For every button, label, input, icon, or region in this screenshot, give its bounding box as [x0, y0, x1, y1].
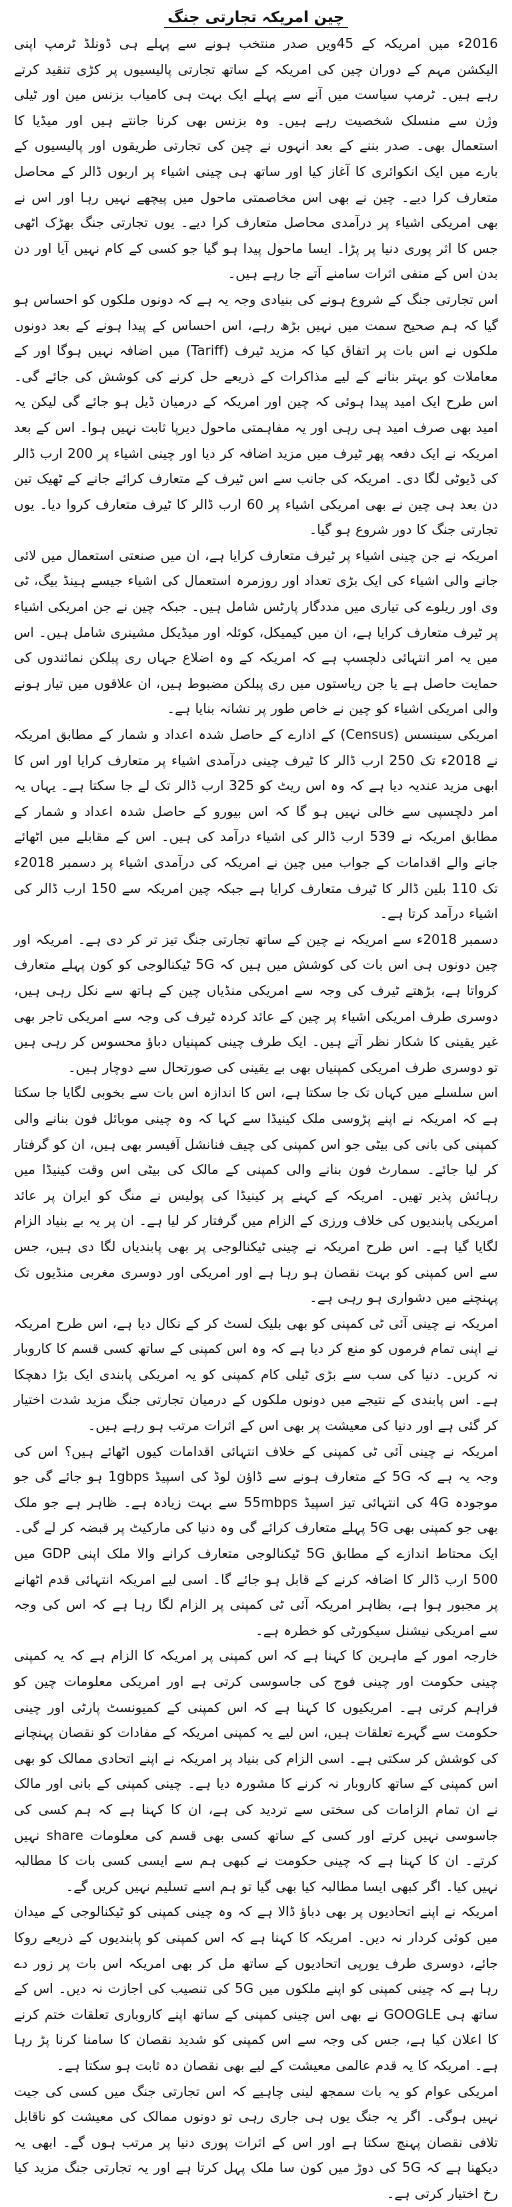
article-paragraph-4: امریکی سینسس (Census) کے ادارے کے حاصل شدہ اعداد و شمار کے مطابق امریکہ نے 2018ء تک 250 ارب ڈالر کا ٹیرف چینی درآمدی اشیاء پر متعارف کرایا اور اس کا ابھی مزید عندیہ دیا ہے کہ وہ اس ریٹ کو 325 ارب ڈالر تک لے جا سکتا ہے۔ یہاں یہ امر دلچسپی سے خالی نہیں ہو گا کہ اس بیورو کے حاصل شدہ اعداد و شمار کے مطابق امریکہ نے 539 ارب ڈالر کی اشیاء درآمد کی ہیں۔ اس کے مقابلے میں اٹھائے جانے والے اقدامات کے جواب میں چین نے امریکہ کی درآمدی اشیاء پر دسمبر 2018ء تک 110 بلین ڈالر کا ٹیرف متعارف کرایا ہے جبکہ چین امریکہ سے 150 ارب ڈالر کی اشیاء درآمد کرتا ہے۔	[14, 723, 498, 928]
article-title	[14, 6, 498, 28]
article-paragraph-2: اس تجارتی جنگ کے شروع ہونے کی بنیادی وجہ یہ ہے کہ دونوں ملکوں کو احساس ہو گیا کہ ہم صحیح سمت میں نہیں بڑھ رہے، اس احساس کے پیدا ہونے کے بعد دونوں ملکوں نے اس بات پر اتفاق کیا کہ مزید ٹیرف (Tariff) میں اضافہ نہیں ہوگا اور کے معاملات کو بہتر بنانے کے لیے مذاکرات کے ذریعے حل کرنے کی کوشش کی جائے گی۔ اس طرح ایک امید پیدا ہوئی کہ چین اور امریکہ کے درمیان ڈیل ہو جائے گی لیکن یہ امید بھی صرف امید ہی رہی اور یہ مفاہمتی ماحول دیرپا ثابت نہیں ہوا۔ اس کے بعد امریکہ نے ایک دفعہ پھر ٹیرف میں مزید اضافہ کر دیا اور چینی اشیاء پر 200 ارب ڈالر کی ڈیوٹی لگا دی۔ امریکہ کی جانب سے اس ٹیرف کے متعارف کرائے جانے کے ٹھیک تین دن بعد ہی چین نے بھی امریکی اشیاء پر 60 ارب ڈالر کا ٹیرف متعارف کروا دیا۔ یوں تجارتی جنگ کا دور شروع ہو گیا۔	[14, 288, 498, 544]
article-paragraph-6: اس سلسلے میں کہاں تک جا سکتا ہے، اس کا اندازہ اس بات سے بخوبی لگایا جا سکتا ہے کہ امریکہ نے اپنے پڑوسی ملک کینیڈا سے کہا کہ وہ چینی موبائل فون بنانے والی کمپنی کی بانی کی بیٹی جو اس کمپنی کی چیف فنانشل آفیسر بھی ہیں، ان کو گرفتار کر لیا جائے۔ سمارٹ فون بنانے والی کمپنی کے مالک کی بیٹی اس وقت کینیڈا میں رہائش پذیر تھیں۔ امریکہ کے کہنے پر کینیڈا کی پولیس نے منگ کو ایران پر عائد امریکی پابندیوں کی خلاف ورزی کے الزام میں گرفتار کر لیا ہے۔ ان پر یہ بے بنیاد الزام لگایا گیا ہے۔ اس طرح امریکہ نے چینی ٹیکنالوجی پر بھی پابندیاں لگا دی ہیں، جس سے اس کمپنی کو بہت نقصان ہو رہا ہے اور امریکی اور دوسری مغربی منڈیوں تک پہنچنے میں دشواری ہو رہی ہے۔	[14, 1081, 498, 1311]
article-paragraph-3: امریکہ نے جن چینی اشیاء پر ٹیرف متعارف کرایا ہے، ان میں صنعتی استعمال میں لائی جانے والی اشیاء کی ایک بڑی تعداد اور روزمرہ استعمال کی اشیاء جیسے ہینڈ بیگ، ٹی وی اور ریلوے کی تیاری میں مددگار پارٹس شامل ہیں۔ جبکہ چین نے جن امریکی اشیاء پر ٹیرف متعارف کرایا ہے، ان میں کیمیکل، کوئلہ اور میڈیکل مشینری شامل ہیں۔ اس میں یہ امر انتہائی دلچسپ ہے کہ امریکہ کے وہ اضلاع جہاں ری پبلکن نمائندوں کی حمایت حاصل ہے یا جن ریاستوں میں ری پبلکن مضبوط ہیں، ان علاقوں میں تیار ہونے والی امریکی اشیاء کو چین نے خاص طور پر نشانہ بنایا ہے۔	[14, 544, 498, 723]
article-paragraph-1: 2016ء میں امریکہ کے 45ویں صدر منتخب ہونے سے پہلے ہی ڈونلڈ ٹرمپ اپنی الیکشن مہم کے دوران چین کی امریکہ کے ساتھ تجارتی پالیسیوں پر کڑی تنقید کرتے رہے ہیں۔ ٹرمپ سیاست میں آنے سے پہلے ایک بہت ہی کامیاب بزنس مین اور ٹیلی وژن سے منسلک شخصیت رہے ہیں۔ وہ بزنس بھی کرنا جانتے ہیں اور میڈیا کا استعمال بھی۔ صدر بننے کے بعد انہوں نے چین کی تجارتی طریقوں اور پالیسیوں کے بارے میں ایک انکوائری کا آغاز کیا اور ساتھ ہی چینی اشیاء پر اربوں ڈالر کے محاصل متعارف کرا دیے۔ چین نے بھی اس مخاصمتی ماحول میں پیچھے نہیں رہا اور اس نے بھی امریکی اشیاء پر درآمدی محاصل متعارف کرا دیے۔ یوں تجارتی جنگ بھڑک اٹھی جس کا اثر پوری دنیا پر پڑا۔ ایسا ماحول پیدا ہو گیا جو کسی کے کام نہیں آیا اور دن بدن اس کے منفی اثرات سامنے آتے جا رہے ہیں۔	[14, 32, 498, 288]
article-paragraph-7: امریکہ نے چینی آئی ٹی کمپنی کو بھی بلیک لسٹ کر کے نکال دیا ہے، اس طرح امریکہ نے اپنی تمام فرموں کو منع کر دیا ہے کہ وہ اس کمپنی کے ساتھ کسی قسم کا کاروبار نہ کریں۔ دنیا کی سب سے بڑی ٹیلی کام کمپنی کو یہ امریکی پابندی ایک بڑا دھچکا ہے۔ اس پابندی کے نتیجے میں دونوں ملکوں کے درمیان تجارتی جنگ مزید شدت اختیار کر گئی ہے اور دنیا کی معیشت پر بھی اس کے اثرات مرتب ہو رہے ہیں۔	[14, 1312, 498, 1440]
article-paragraph-10: امریکہ نے اپنے اتحادیوں پر بھی دباؤ ڈالا ہے کہ وہ چینی کمپنی کو ٹیکنالوجی کے میدان میں کوئی کردار نہ دیں۔ امریکہ کا کہنا ہے کہ اس کمپنی کو پابندیوں کے ذریعے روکا جائے، دوسری طرف یورپی اتحادیوں کے ساتھ مل کر بھی امریکہ اس بات پر زور دے رہا ہے کہ چینی کمپنی کو اپنے ملکوں میں 5G کی تنصیب کی اجازت نہ دیں۔ اس کے ساتھ ہی GOOGLE نے بھی اس چینی کمپنی کے ساتھ اپنے کاروباری تعلقات ختم کرنے کا اعلان کیا ہے، جس کی وجہ سے اس کمپنی کو شدید نقصان کا سامنا کرنا پڑ رہا ہے۔ امریکہ کا یہ قدم عالمی معیشت کے لیے بھی نقصان دہ ثابت ہو سکتا ہے۔	[14, 1900, 498, 2079]
article-paragraph-5: دسمبر 2018ء سے امریکہ نے چین کے ساتھ تجارتی جنگ تیز تر کر دی ہے۔ امریکہ اور چین دونوں ہی اس بات کی کوشش میں ہیں کہ 5G ٹیکنالوجی کو کون پہلے متعارف کرواتا ہے، بڑھتے ٹیرف کی وجہ سے امریکی منڈیاں چین کے ہاتھ سے نکل رہی ہیں، دوسری طرف امریکی اشیاء پر چین کے عائد کردہ ٹیرف کی وجہ سے امریکی تاجر بھی غیر یقینی کا شکار نظر آتے ہیں۔ ایک طرف چینی کمپنیاں دباؤ محسوس کر رہی ہیں تو دوسری طرف امریکی کمپنیاں بھی بے یقینی کی صورتحال سے دوچار ہیں۔	[14, 928, 498, 1082]
article-title-text: چین امریکہ تجارتی جنگ	[164, 8, 349, 28]
article-body	[14, 32, 498, 2207]
article-paragraph-9: خارجہ امور کے ماہرین کا کہنا ہے کہ اس کمپنی پر امریکہ کا الزام ہے کہ یہ کمپنی چینی حکومت اور چینی فوج کی جاسوسی کرتی ہے اور امریکی معلومات چین کو فراہم کرتی ہے۔ امریکیوں کا کہنا ہے کہ اس کمپنی کے کمیونسٹ پارٹی اور چینی حکومت سے گہرے تعلقات ہیں، اس لیے یہ کمپنی امریکہ کے مفادات کو نقصان پہنچانے کی کوشش کر سکتی ہے۔ اسی الزام کی بنیاد پر امریکہ نے اپنے اتحادی ممالک کو بھی اس کمپنی کے ساتھ کاروبار نہ کرنے کا مشورہ دیا ہے۔ چینی کمپنی کے بانی اور مالک نے ان تمام الزامات کی سختی سے تردید کی ہے، ان کا کہنا ہے کہ ہم کسی کی جاسوسی نہیں کرتے اور کسی کے ساتھ کسی بھی قسم کی معلومات share نہیں کرتے۔ ان کا کہنا ہے کہ چینی حکومت نے کبھی ہم سے ایسی کسی بات کا مطالبہ نہیں کیا۔ اگر کبھی ایسا مطالبہ کیا بھی گیا تو ہم اسے تسلیم نہیں کریں گے۔	[14, 1644, 498, 1900]
article-paragraph-8: امریکہ نے چینی آئی ٹی کمپنی کے خلاف انتہائی اقدامات کیوں اٹھائے ہیں؟ اس کی وجہ یہ ہے کہ 5G کے متعارف ہونے سے ڈاؤن لوڈ کی اسپیڈ 1gbps ہو جائے گی جو موجودہ 4G کی انتہائی تیز اسپیڈ 55mbps سے بہت زیادہ ہے۔ ظاہر ہے جو ملک بھی جو کمپنی بھی 5G پہلے متعارف کرائے گی وہ دنیا کی مارکیٹ پر قبضہ کر لے گی۔ ایک محتاط اندازے کے مطابق 5G ٹیکنالوجی متعارف کرانے والا ملک اپنی GDP میں 500 ارب ڈالر کا اضافہ کرنے کے قابل ہو جائے گا۔ اسی لیے امریکہ انتہائی قدم اٹھانے پر مجبور ہوا ہے، بظاہر امریکہ آئی ٹی کمپنی پر الزام لگا رہا ہے کہ اس کی وجہ سے امریکی نیشنل سیکورٹی کو خطرہ ہے۔	[14, 1440, 498, 1645]
article-paragraph-11: امریکی عوام کو یہ بات سمجھ لینی چاہیے کہ اس تجارتی جنگ میں کسی کی جیت نہیں ہوگی۔ اگر یہ جنگ یوں ہی جاری رہی تو دونوں ممالک کی معیشت کو ناقابل تلافی نقصان پہنچ سکتا ہے اور اس کے اثرات پوری دنیا پر مرتب ہوں گے۔ ابھی یہ دیکھنا ہے کہ 5G کی دوڑ میں کون سا ملک پہل کرتا ہے اور یہ تجارتی جنگ مزید کیا رخ اختیار کرتی ہے۔	[14, 2080, 498, 2207]
